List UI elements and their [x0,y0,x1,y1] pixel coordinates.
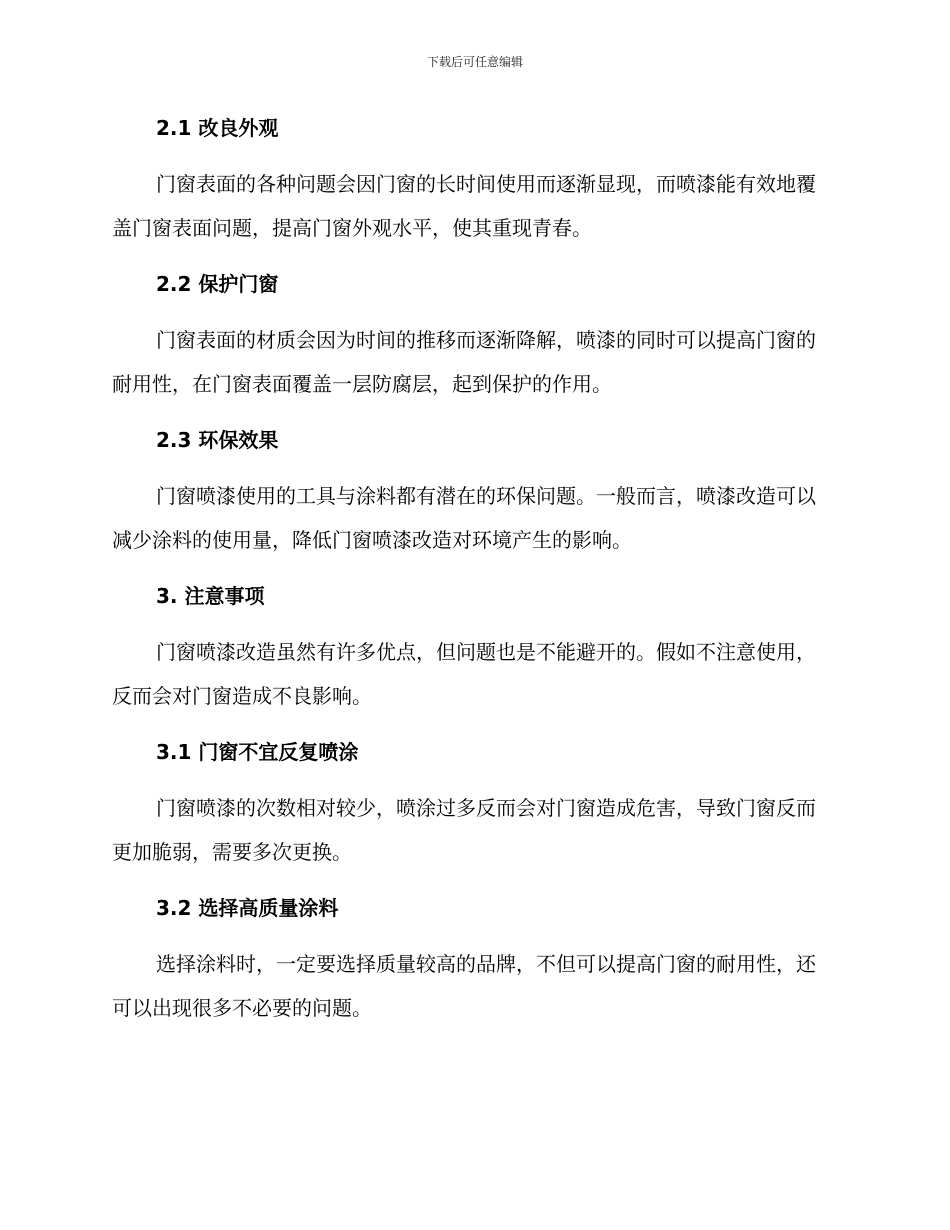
section-paragraph: 门窗表面的各种问题会因门窗的长时间使用而逐渐显现，而喷漆能有效地覆盖门窗表面问题，提高门窗外观水平，使其重现青春。 [112,172,816,240]
section-paragraph: 门窗喷漆的次数相对较少，喷涂过多反而会对门窗造成危害，导致门窗反而更加脆弱，需要多次更换。 [112,796,816,864]
section-heading: 3.2 选择高质量涂料 [156,896,339,920]
section-paragraph: 门窗喷漆改造虽然有许多优点，但问题也是不能避开的。假如不注意使用，反而会对门窗造成不良影响。 [112,640,816,708]
section-paragraph: 选择涂料时，一定要选择质量较高的品牌，不但可以提高门窗的耐用性，还可以出现很多不必要的问题。 [112,952,816,1020]
section-heading: 2.3 环保效果 [156,428,279,452]
document-body [112,110,832,1030]
section-heading: 3.1 门窗不宜反复喷涂 [156,740,359,764]
section-paragraph: 门窗喷漆使用的工具与涂料都有潜在的环保问题。一般而言，喷漆改造可以减少涂料的使用量，降低门窗喷漆改造对环境产生的影响。 [112,484,816,552]
section-heading: 3. 注意事项 [156,584,265,608]
section-paragraph: 门窗表面的材质会因为时间的推移而逐渐降解，喷漆的同时可以提高门窗的耐用性，在门窗表面覆盖一层防腐层，起到保护的作用。 [112,328,816,396]
header-note: 下载后可任意编辑 [426,55,523,69]
section-heading: 2.1 改良外观 [156,116,279,140]
section-heading: 2.2 保护门窗 [156,272,279,296]
